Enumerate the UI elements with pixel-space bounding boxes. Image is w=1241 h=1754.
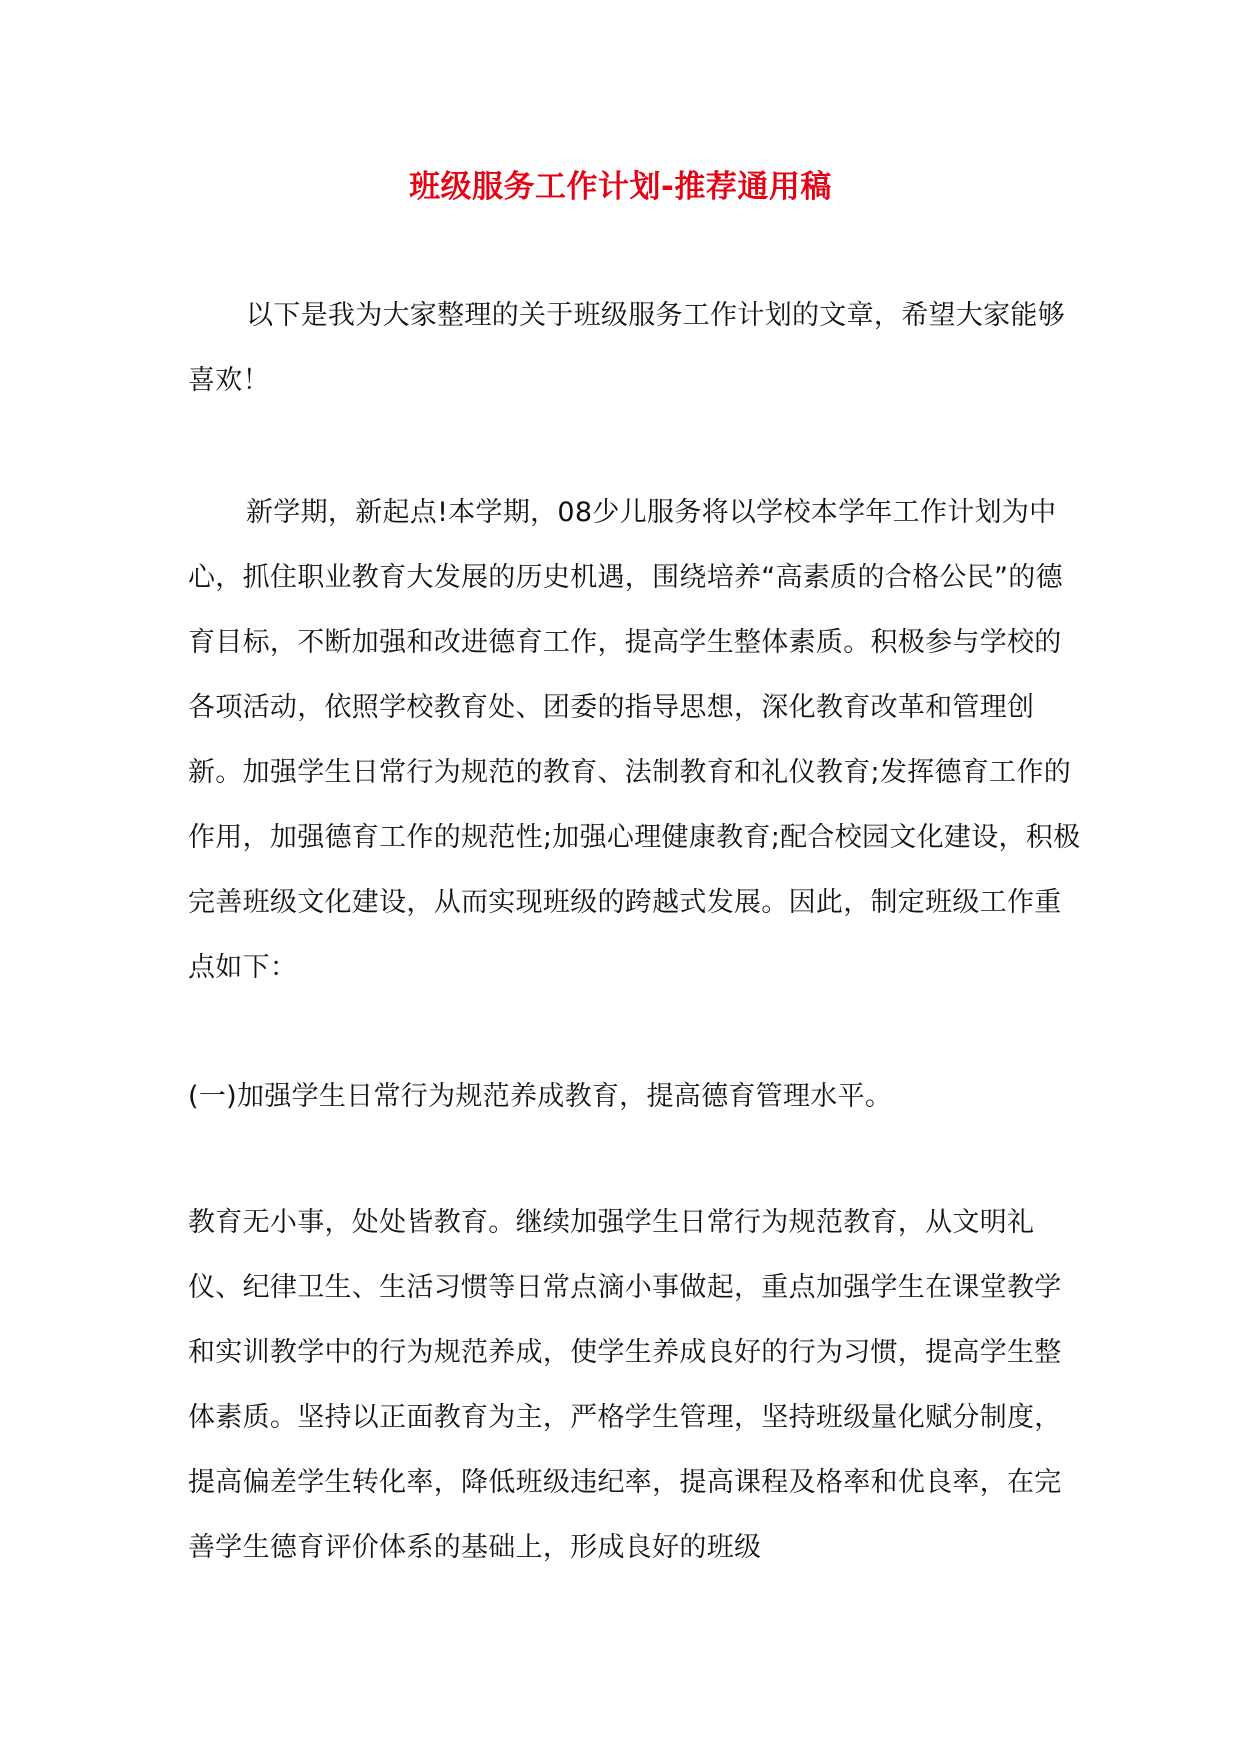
document-title: 班级服务工作计划-推荐通用稿 xyxy=(409,169,832,205)
intro-paragraph: 以下是我为大家整理的关于班级服务工作计划的文章，希望大家能够喜欢！ xyxy=(188,300,1065,396)
section-paragraph: 教育无小事，处处皆教育。继续加强学生日常行为规范教育，从文明礼仪、纪律卫生、生活习惯等日常点滴小事做起，重点加强学生在课堂教学和实训教学中的行为规范养成，使学生养成良好的行为习惯，提高学生整体素质。坚持以正面教育为主，严格学生管理，坚持班级量化赋分制度，提高偏差学生转化率，降低班级违纪率，提高课程及格率和优良率，在完善学生德育评价体系的基础上，形成良好的班级 xyxy=(188,1207,1062,1563)
section-heading: (一)加强学生日常行为规范养成教育，提高德育管理水平。 xyxy=(188,1081,893,1112)
overview-paragraph: 新学期，新起点!本学期，08少儿服务将以学校本学年工作计划为中心，抓住职业教育大发展的历史机遇，围绕培养“高素质的合格公民”的德育目标，不断加强和改进德育工作，提高学生整体素质。积极参与学校的各项活动，依照学校教育处、团委的指导思想，深化教育改革和管理创新。加强学生日常行为规范的教育、法制教育和礼仪教育;发挥德育工作的作用，加强德育工作的规范性;加强心理健康教育;配合校园文化建设，积极完善班级文化建设，从而实现班级的跨越式发展。因此，制定班级工作重点如下： xyxy=(188,497,1081,983)
